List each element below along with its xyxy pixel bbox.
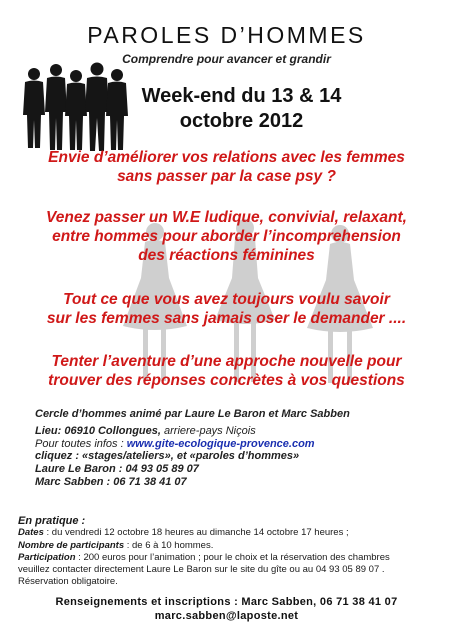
practical-heading: En pratique : bbox=[18, 515, 86, 527]
location-extra: arriere-pays Niçois bbox=[164, 424, 256, 437]
pitch-line: Tenter l’aventure d’une approche nouvelle pour bbox=[51, 353, 402, 370]
footer-line1: Renseignements et inscriptions : Marc Sabben, 06 71 38 41 07 bbox=[55, 596, 398, 608]
pitch-line: trouver des réponses concrètes à vos questions bbox=[48, 372, 405, 389]
location-value: 06910 Collongues, bbox=[64, 424, 161, 437]
pitch-paragraph-4 bbox=[0, 352, 453, 390]
dates-value: : du vendredi 12 octobre 18 heures au dimanche 14 octobre 17 heures ; bbox=[43, 527, 349, 539]
participation-line bbox=[18, 552, 443, 564]
pitch-line: Envie d’améliorer vos relations avec les femmes bbox=[48, 149, 405, 166]
contact-laure: Laure Le Baron : 04 93 05 89 07 bbox=[35, 463, 199, 476]
participants-value: : de 6 à 10 hommes. bbox=[124, 539, 214, 551]
pitch-line: sans passer par la case psy ? bbox=[117, 168, 336, 185]
more-info-label: Pour toutes infos : bbox=[35, 437, 124, 450]
pitch-paragraph-1 bbox=[0, 148, 453, 186]
website-link[interactable]: www.gite-ecologique-provence.com bbox=[126, 437, 315, 450]
participants-line bbox=[18, 540, 443, 552]
circle-text: Cercle d’hommes animé par Laure Le Baron et Marc Sabben bbox=[35, 408, 350, 420]
click-instructions: cliquez : «stages/ateliers», et «paroles d’hommes» bbox=[35, 450, 300, 463]
pitch-line: entre hommes pour aborder l’incomprehension bbox=[52, 228, 401, 245]
more-info-line bbox=[35, 438, 435, 451]
participation-label: Participation bbox=[18, 551, 76, 563]
pitch-line: sur les femmes sans jamais oser le demander .... bbox=[46, 310, 407, 327]
event-dates bbox=[130, 84, 353, 134]
event-date-line1: Week-end du 13 & 14 bbox=[141, 85, 342, 107]
dates-label: Dates bbox=[18, 527, 44, 539]
page-title: PAROLES D’HOMMES bbox=[87, 22, 366, 48]
participants-label: Nombre de participants bbox=[18, 539, 125, 551]
participation-line-2: veuillez contacter directement Laure Le Baron sur le site du gîte ou au 04 93 05 89 07 . bbox=[18, 564, 385, 576]
info-block bbox=[35, 408, 435, 489]
event-date-line2: octobre 2012 bbox=[179, 110, 304, 132]
pitch-paragraph-3 bbox=[0, 290, 453, 328]
men-silhouettes-image bbox=[20, 60, 130, 152]
footer-contact bbox=[0, 595, 453, 623]
pitch-line: Tout ce que vous avez toujours voulu savoir bbox=[63, 291, 390, 308]
pitch-line: des réactions féminines bbox=[138, 247, 315, 264]
contact-marc: Marc Sabben : 06 71 38 41 07 bbox=[35, 475, 187, 488]
reservation-note: Réservation obligatoire. bbox=[18, 576, 118, 588]
footer-email[interactable]: marc.sabben@laposte.net bbox=[154, 610, 299, 622]
page-subtitle: Comprendre pour avancer et grandir bbox=[122, 52, 331, 66]
practical-block bbox=[18, 515, 443, 589]
participation-value: : 200 euros pour l’animation ; pour le choix et la réservation des chambres bbox=[75, 551, 390, 563]
location-label: Lieu: bbox=[35, 424, 62, 437]
location-line bbox=[35, 425, 435, 438]
pitch-paragraph-2 bbox=[0, 208, 453, 265]
pitch-line: Venez passer un W.E ludique, convivial, relaxant, bbox=[46, 209, 407, 226]
dates-line bbox=[18, 527, 443, 539]
